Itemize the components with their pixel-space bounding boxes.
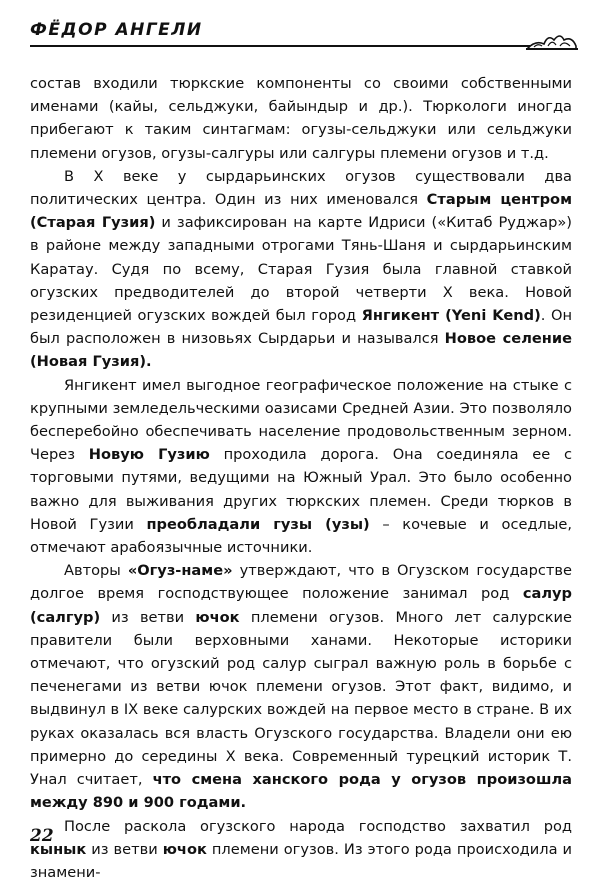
bold-text-run: Новую Гузию: [89, 446, 210, 463]
text-run: из ветви: [86, 841, 162, 858]
bold-text-run: что смена ханского рода у огузов произошла между 890 и 900 годами.: [30, 771, 572, 811]
running-header: [30, 16, 574, 56]
text-run: – кочевые и оседлые, отмечают арабоязычные источники.: [30, 516, 572, 556]
page-number: 22: [30, 826, 54, 846]
header-title: ФЁДОР АНГЕЛИ: [30, 20, 203, 40]
paragraph: [30, 815, 572, 884]
text-run: и зафиксирован на карте Идриси («Китаб Руджар») в районе между западными отрогами Тянь-Шаня и сырдарьинским Каратау. Судя по всему, Старая Гузия была главной ставкой огузских предводителей до второй четверти X века. Новой резиденцией огузских вождей был город: [30, 214, 572, 324]
header-rule: [30, 45, 530, 47]
paragraph: [30, 165, 572, 374]
bold-text-run: салур (салгур): [30, 585, 572, 625]
text-run: После раскола огузского народа господство захватил род: [64, 818, 572, 835]
text-run: из ветви: [100, 609, 195, 626]
bold-text-run: Янгикент (Yeni Kend): [362, 307, 541, 324]
text-run: Янгикент имел выгодное географическое положение на стыке с крупными земледельческими оазисами Средней Азии. Это позволяло бесперебойно обеспечивать население продовольственным зерном. Через: [30, 377, 572, 464]
body-text: [30, 72, 572, 884]
text-run: состав входили тюркские компоненты со своими собственными именами (кайы, сельджуки, байындыр и др.). Тюркологи иногда прибегают к таким синтагмам: огузы-сельджуки или сельджуки племени огузов, огузы-салгуры или салгуры племени огузов и т.д.: [30, 75, 572, 162]
text-run: Авторы: [64, 562, 128, 579]
paragraph: [30, 374, 572, 560]
bold-text-run: ючок: [195, 609, 239, 626]
text-run: племени огузов. Из этого рода происходила и знамени-: [30, 841, 572, 881]
bold-text-run: «Огуз-наме»: [128, 562, 233, 579]
header-ornament-icon: [526, 28, 578, 52]
paragraph: [30, 72, 572, 165]
text-run: В X веке у сырдарьинских огузов существовали два политических центра. Один из них именовался: [30, 168, 572, 208]
bold-text-run: ючок: [163, 841, 207, 858]
bold-text-run: преобладали гузы (узы): [146, 516, 369, 533]
paragraph: [30, 559, 572, 814]
text-run: племени огузов. Много лет салурские правители были верховными ханами. Некоторые историки отмечают, что огузский род салур сыграл важную роль в борьбе с печенегами из ветви ючок племени огузов. Этот факт, видимо, и выдвинул в IX веке салурских вождей на первое место в стране. В их руках оказалась вся власть Огузского государства. Владели они ею примерно до середины X века. Современный турецкий историк Т. Унал считает,: [30, 609, 572, 788]
bold-text-run: Старым центром (Старая Гузия): [30, 191, 572, 231]
text-run: проходила дорога. Она соединяла ее с торговыми путями, ведущими на Южный Урал. Это было особенно важно для выживания других тюркских племен. Среди тюрков в Новой Гузии: [30, 446, 572, 533]
text-run: утверждают, что в Огузском государстве долгое время господствующее положение занимал род: [30, 562, 572, 602]
text-run: . Он был расположен в низовьях Сырдарьи и назывался: [30, 307, 572, 347]
bold-text-run: кынык: [30, 841, 86, 858]
bold-text-run: Новое селение (Новая Гузия).: [30, 330, 572, 370]
